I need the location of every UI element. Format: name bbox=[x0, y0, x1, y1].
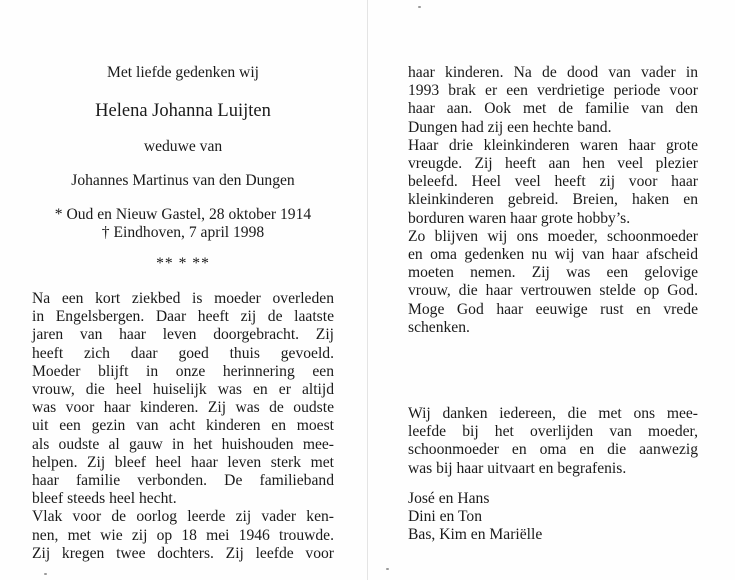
print-speck bbox=[418, 6, 421, 8]
text-line: moeten nemen. Zij was een gelovige bbox=[408, 264, 698, 282]
print-speck bbox=[386, 568, 389, 570]
signature-line: Bas, Kim en Mariëlle bbox=[408, 526, 543, 544]
text-line: borduren waren haar grote hobby’s. bbox=[408, 209, 631, 227]
text-line: schoonmoeder en oma en die aanwezig bbox=[408, 441, 698, 459]
text-line: Moge God haar eeuwige rust en vrede bbox=[408, 300, 698, 318]
print-speck bbox=[44, 573, 47, 575]
signature-line: José en Hans bbox=[408, 490, 490, 507]
text-line: was bij haar uitvaart en begrafenis. bbox=[408, 459, 627, 477]
intro-text: Met liefde gedenken wij bbox=[107, 64, 259, 81]
relation-text: weduwe van bbox=[143, 138, 223, 155]
text-line: nen, met wie zij op 18 mei 1946 trouwde. bbox=[32, 526, 334, 544]
text-line: Moeder blijft in onze herinnering een bbox=[32, 362, 334, 380]
text-line: Zij kregen twee dochters. Zij leefde voor bbox=[32, 544, 334, 562]
right-body-text bbox=[408, 64, 698, 337]
text-line: leefde bij het overlijden van moeder, bbox=[408, 423, 698, 441]
text-line: heeft zich daar goed thuis gevoeld. bbox=[32, 344, 334, 362]
left-body-text bbox=[32, 290, 334, 563]
text-line: haar kinderen. Na de dood van vader in bbox=[408, 64, 698, 81]
thanks-text bbox=[408, 405, 698, 478]
text-line: kleinkinderen gebreid. Breien, haken en bbox=[408, 191, 698, 209]
text-line: Zo blijven wij ons moeder, schoonmoeder bbox=[408, 227, 698, 245]
text-line: in Engelsbergen. Daar heeft zij de laatste bbox=[32, 308, 334, 326]
text-line: helpen. Zij bleef heel haar leven sterk met bbox=[32, 453, 334, 471]
text-line: was voor haar kinderen. Zij was de oudste bbox=[32, 399, 334, 417]
spouse-name: Johannes Martinus van den Dungen bbox=[71, 172, 295, 189]
signatures bbox=[408, 490, 698, 545]
fold-line bbox=[367, 0, 368, 580]
text-line: vrouw, die heel huiselijk was en er altijd bbox=[32, 381, 334, 399]
death-line: † Eindhoven, 7 april 1998 bbox=[101, 224, 265, 241]
text-line: Dungen had zij een hechte band. bbox=[408, 118, 612, 136]
text-line: haar familie verbonden. De familieband bbox=[32, 472, 334, 490]
text-line: schenken. bbox=[408, 318, 470, 336]
text-line: uit een gezin van acht kinderen en moest bbox=[32, 417, 334, 435]
text-line: Na een kort ziekbed is moeder overleden bbox=[32, 290, 334, 307]
text-line: als oudste al gauw in het huishouden mee- bbox=[32, 435, 334, 453]
text-line: 1993 brak er een verdrietige periode voor bbox=[408, 82, 698, 100]
signature-line: Dini en Ton bbox=[408, 508, 482, 526]
text-line: bleef steeds heel hecht. bbox=[32, 490, 177, 508]
birth-line: * Oud en Nieuw Gastel, 28 oktober 1914 bbox=[54, 206, 312, 223]
text-line: jaren van haar leven doorgebracht. Zij bbox=[32, 326, 334, 344]
text-line: Haar drie kleinkinderen waren haar grote bbox=[408, 136, 698, 154]
text-line: vreugde. Zij heeft aan hen veel plezier bbox=[408, 155, 698, 173]
text-line: beleefd. Heel veel heeft zij voor haar bbox=[408, 173, 698, 191]
separator-stars: ** * ** bbox=[156, 255, 210, 272]
text-line: haar aan. Ook met de familie van den bbox=[408, 100, 698, 118]
text-line: Vlak voor de oorlog leerde zij vader ken- bbox=[32, 508, 334, 526]
text-line: Wij danken iedereen, die met ons mee- bbox=[408, 405, 698, 422]
text-line: vrouw, die haar vertrouwen stelde op God. bbox=[408, 282, 698, 300]
deceased-name: Helena Johanna Luijten bbox=[95, 101, 271, 121]
text-line: en oma gedenken nu wij van haar afscheid bbox=[408, 246, 698, 264]
